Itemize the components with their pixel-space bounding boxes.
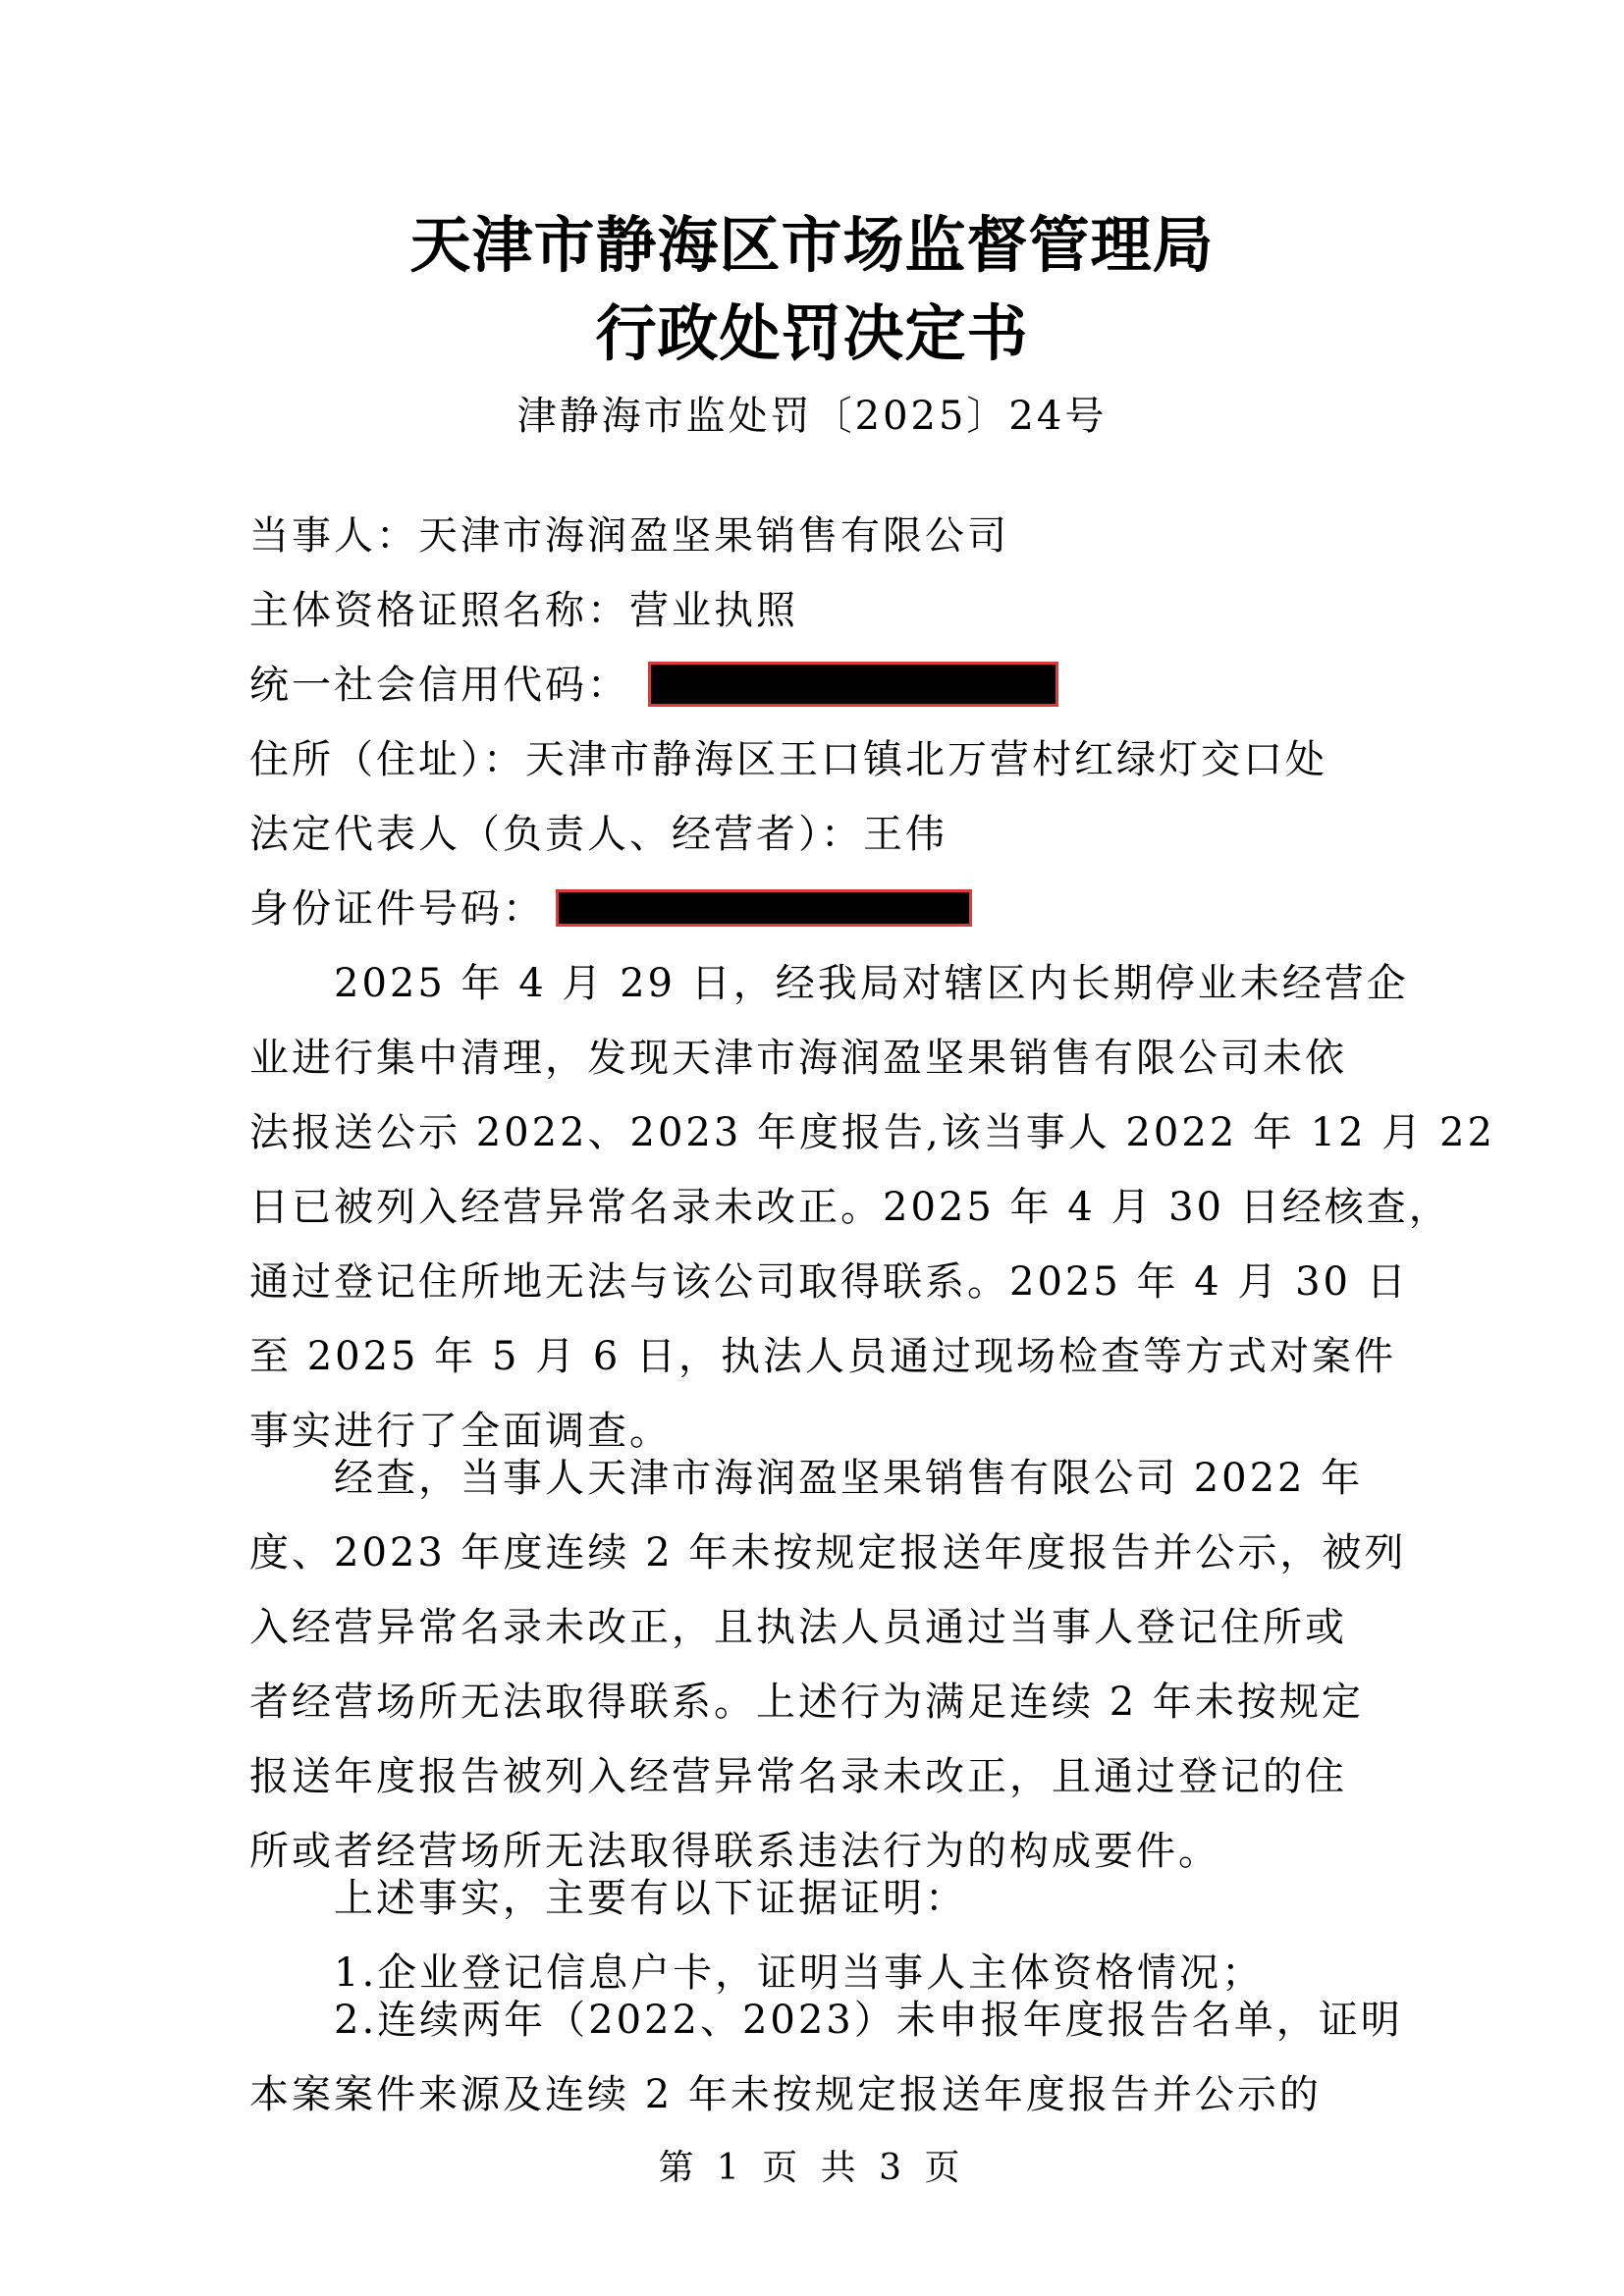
body-line: 日已被列入经营异常名录未改正。2025 年 4 月 30 日经核查， bbox=[249, 1185, 1451, 1230]
body-line: 报送年度报告被列入经营异常名录未改正，且通过登记的住 bbox=[249, 1754, 1347, 1799]
body-line: 法报送公示 2022、2023 年度报告,该当事人 2022 年 12 月 22 bbox=[249, 1110, 1495, 1155]
body-line: 通过登记住所地无法与该公司取得联系。2025 年 4 月 30 日 bbox=[249, 1259, 1409, 1305]
body-line: 入经营异常名录未改正，且执法人员通过当事人登记住所或 bbox=[249, 1605, 1347, 1650]
representative-line: 法定代表人（负责人、经营者）：王伟 bbox=[249, 812, 947, 857]
body-line: 业进行集中清理，发现天津市海润盈坚果销售有限公司未依 bbox=[249, 1036, 1347, 1081]
body-line: 者经营场所无法取得联系。上述行为满足连续 2 年未按规定 bbox=[249, 1680, 1364, 1725]
evidence-item-1: 1.企业登记信息户卡，证明当事人主体资格情况； bbox=[334, 1950, 1265, 1996]
id-number-redaction bbox=[556, 889, 972, 927]
evidence-intro-line: 上述事实，主要有以下证据证明： bbox=[334, 1876, 967, 1921]
body-line: 事实进行了全面调查。 bbox=[249, 1409, 672, 1454]
evidence-item-2: 2.连续两年（2022、2023）未申报年度报告名单，证明 bbox=[334, 1998, 1403, 2043]
body-line: 所或者经营场所无法取得联系违法行为的构成要件。 bbox=[249, 1829, 1220, 1874]
license-name-line: 主体资格证照名称：营业执照 bbox=[249, 588, 798, 633]
body-line: 经查，当事人天津市海润盈坚果销售有限公司 2022 年 bbox=[334, 1456, 1364, 1501]
body-line: 至 2025 年 5 月 6 日，执法人员通过现场检查等方式对案件 bbox=[249, 1334, 1396, 1379]
document-title-type: 行政处罚决定书 bbox=[595, 297, 1029, 369]
credit-code-redaction bbox=[648, 662, 1058, 707]
body-line: 度、2023 年度连续 2 年未按规定报送年度报告并公示，被列 bbox=[249, 1530, 1407, 1575]
party-name-line: 当事人：天津市海润盈坚果销售有限公司 bbox=[249, 513, 1009, 559]
page-number-footer: 第 1 页 共 3 页 bbox=[658, 2148, 966, 2188]
document-title-agency: 天津市静海区市场监督管理局 bbox=[409, 209, 1215, 281]
document-number: 津静海市监处罚〔2025〕24号 bbox=[516, 394, 1108, 439]
body-line: 本案案件来源及连续 2 年未按规定报送年度报告并公示的 bbox=[249, 2072, 1322, 2117]
credit-code-label: 统一社会信用代码： bbox=[249, 663, 629, 708]
body-line: 2025 年 4 月 29 日，经我局对辖区内长期停业未经营企 bbox=[334, 961, 1409, 1006]
id-number-label: 身份证件号码： bbox=[249, 886, 545, 932]
address-line: 住所（住址）：天津市静海区王口镇北万营村红绿灯交口处 bbox=[249, 737, 1327, 782]
